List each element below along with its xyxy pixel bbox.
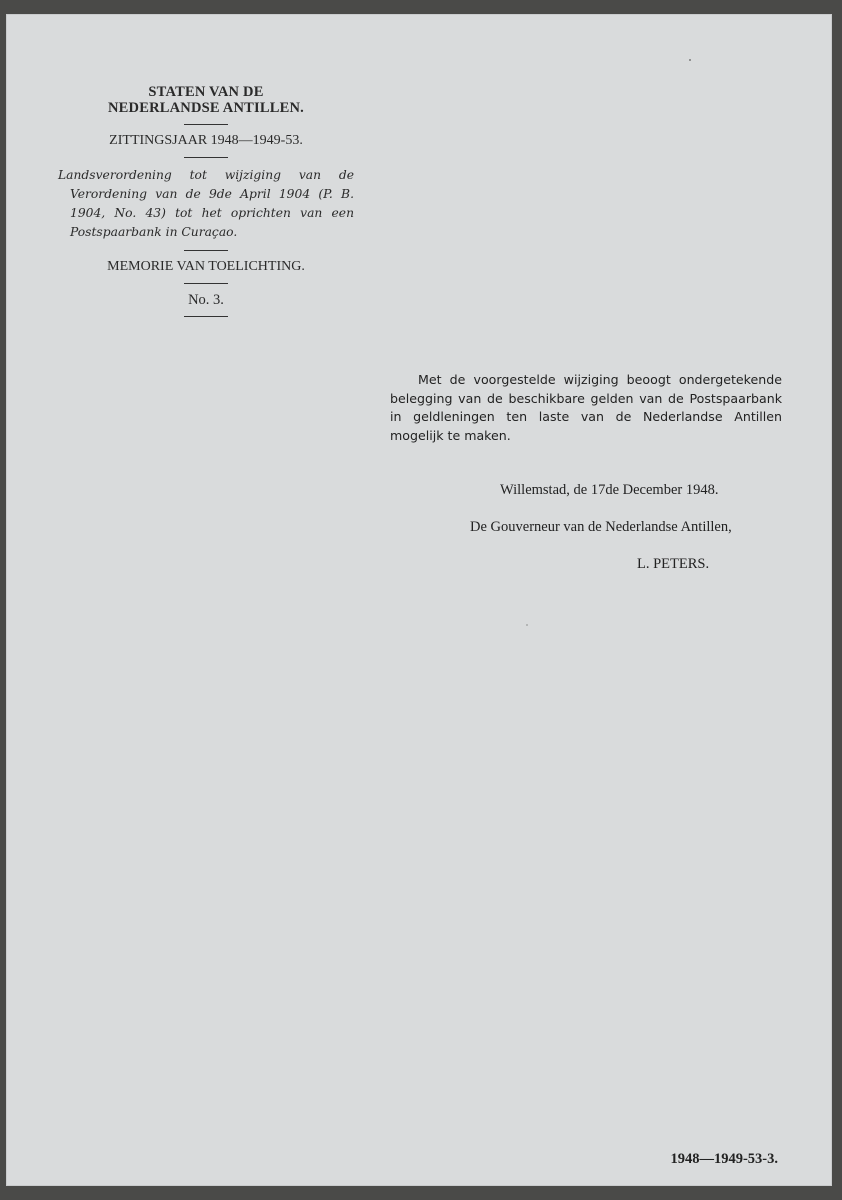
paper-speck bbox=[526, 624, 528, 626]
document-number: No. 3. bbox=[188, 292, 224, 308]
paper-speck bbox=[689, 59, 691, 61]
document-header bbox=[58, 84, 354, 325]
explanation-paragraph: Met de voorgestelde wijziging beoogt ondergetekende belegging van de beschikbare gelden van de Postspaarbank in geldleningen ten laste van de Nederlandse Antillen mogelijk te maken. bbox=[390, 372, 782, 443]
session-year: ZITTINGSJAAR 1948—1949-53. bbox=[109, 133, 303, 148]
governor-title: De Gouverneur van de Nederlandse Antillen, bbox=[470, 519, 732, 535]
ordinance-title: Landsverordening tot wijziging van de Verordening van de 9de April 1904 (P. B. 1904, No. 43) tot het oprichten van een Postspaarbank in Curaçao. bbox=[58, 168, 354, 239]
divider-rule bbox=[184, 283, 228, 284]
org-name-line-2: NEDERLANDSE ANTILLEN. bbox=[108, 100, 304, 116]
org-name-line-1: STATEN VAN DE bbox=[148, 84, 264, 100]
signatory-name: L. PETERS. bbox=[637, 556, 710, 572]
divider-rule bbox=[184, 250, 228, 251]
document-code: 1948—1949-53-3. bbox=[670, 1151, 778, 1167]
document-type: MEMORIE VAN TOELICHTING. bbox=[107, 259, 305, 274]
divider-rule bbox=[184, 124, 228, 125]
divider-rule bbox=[184, 157, 228, 158]
document-page bbox=[6, 14, 832, 1186]
place-and-date: Willemstad, de 17de December 1948. bbox=[500, 482, 719, 498]
divider-rule bbox=[184, 316, 228, 317]
document-body bbox=[390, 371, 782, 572]
